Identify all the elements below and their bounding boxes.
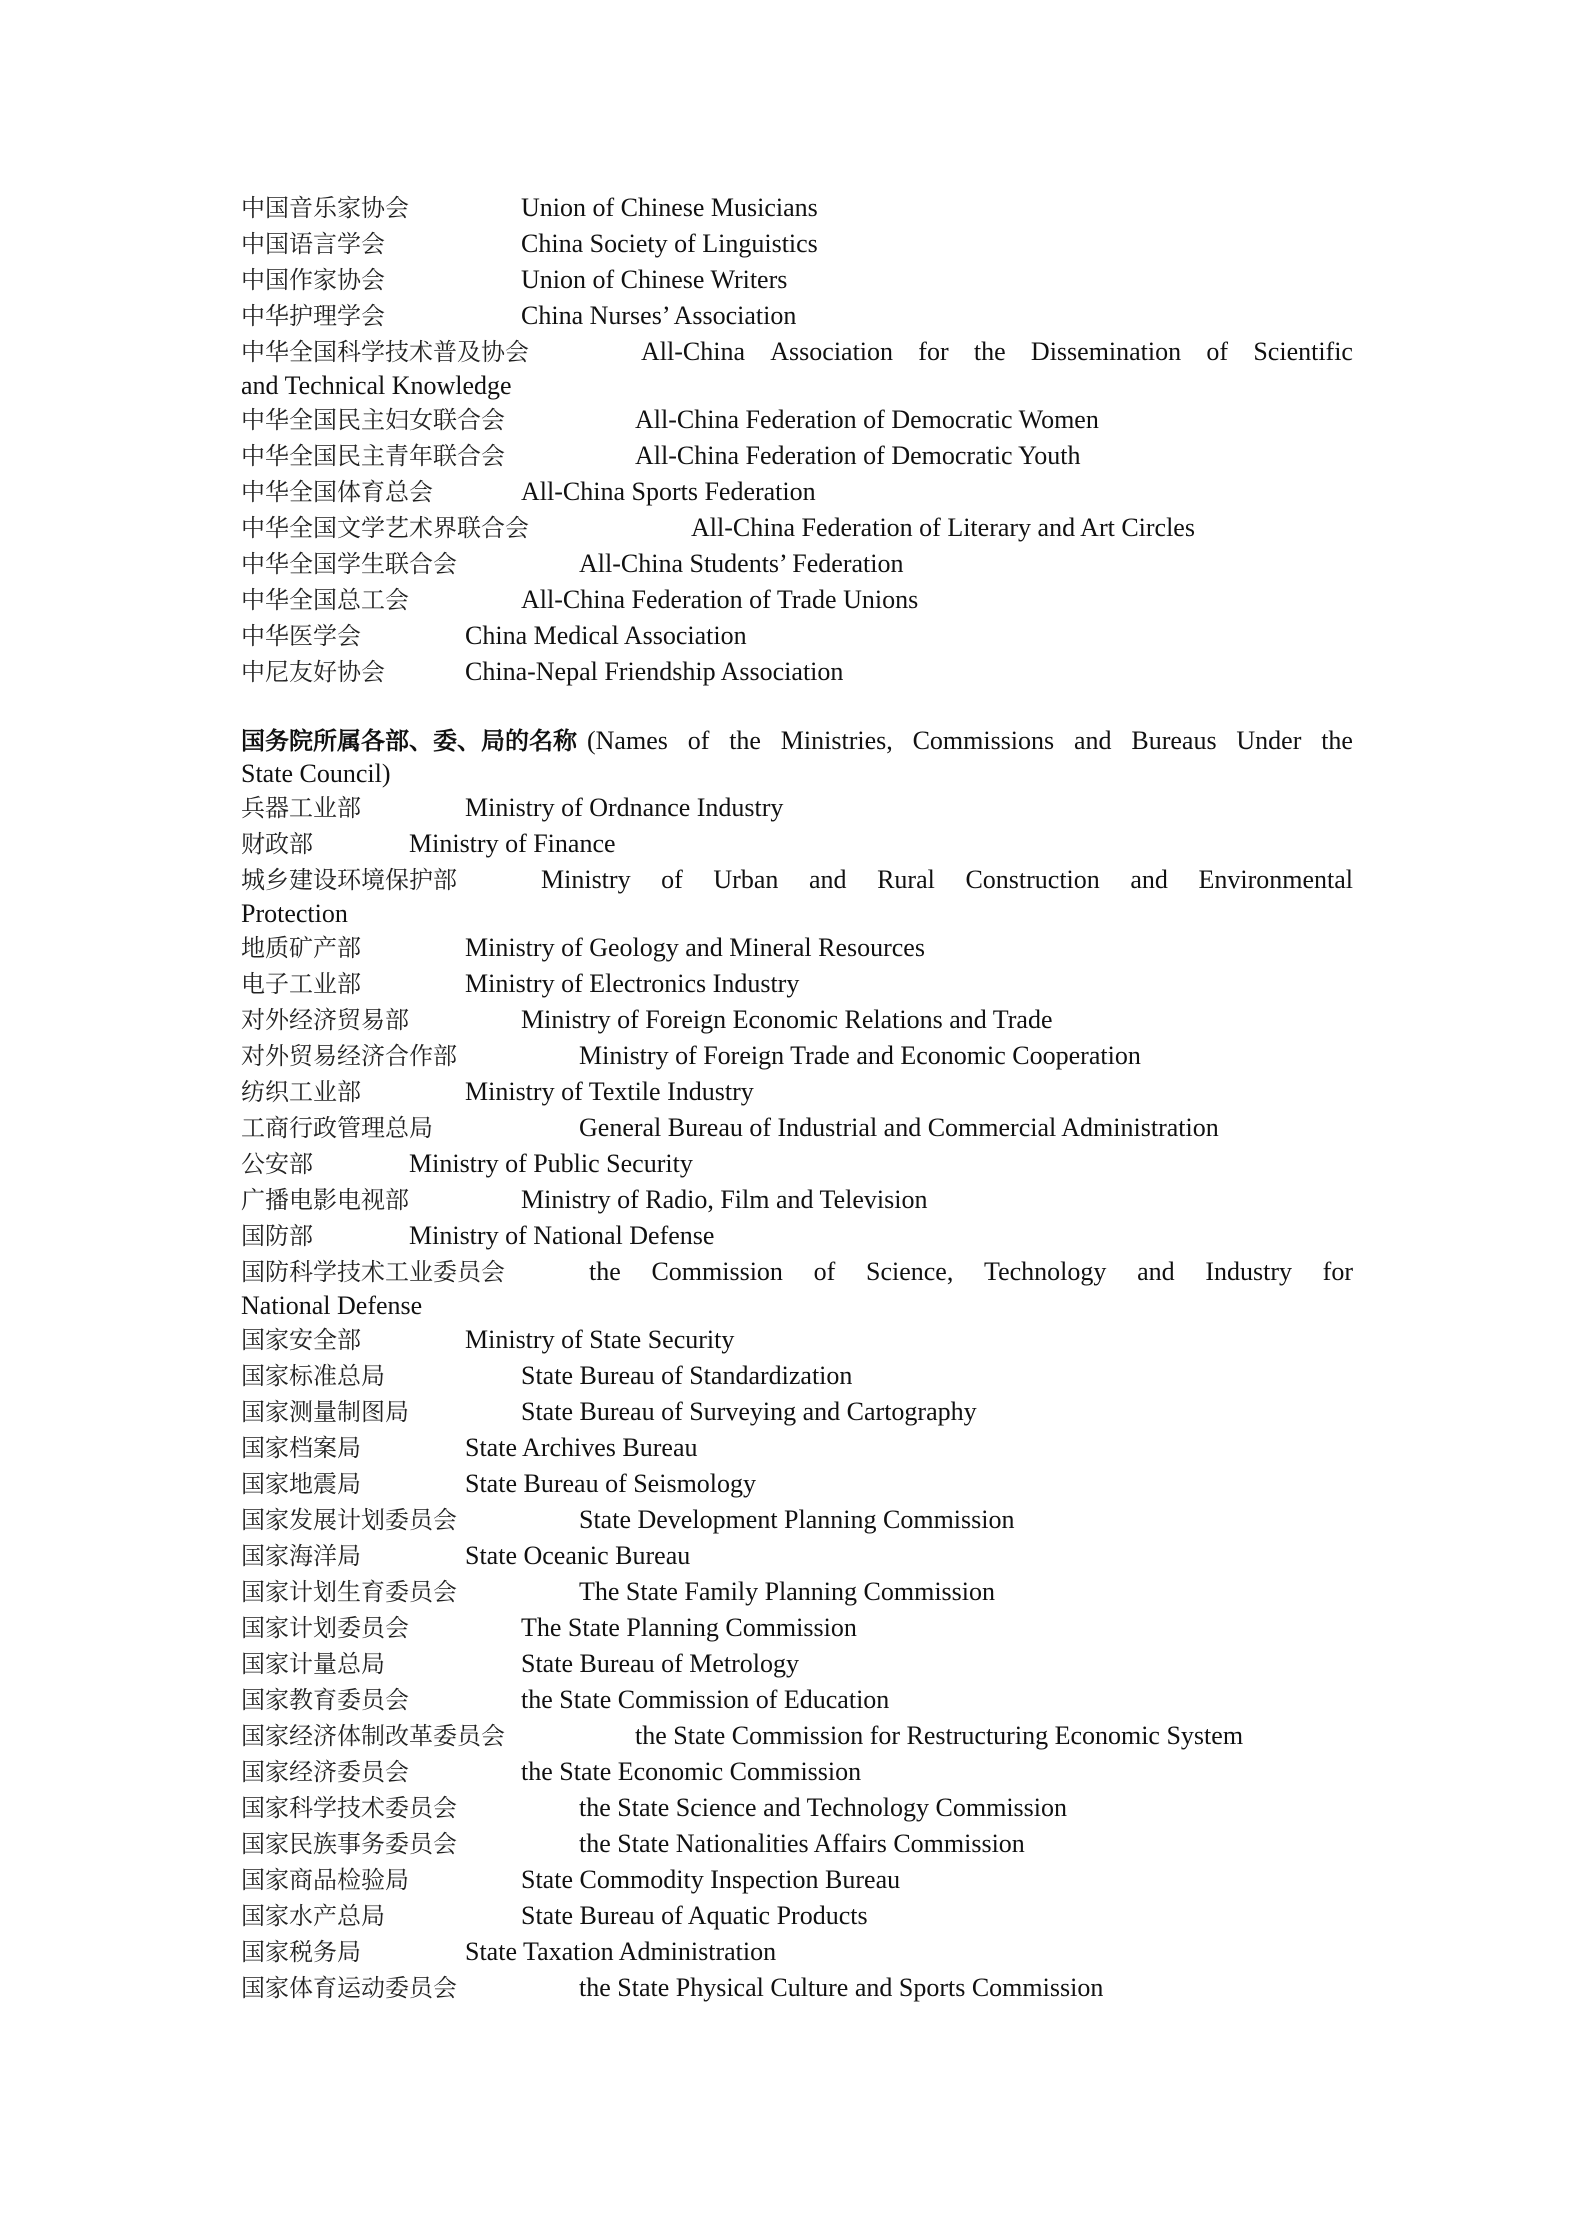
entry-english: Ministry of Foreign Trade and Economic Cooperation <box>579 1041 1141 1070</box>
entry-chinese: 国家体育运动委员会 <box>241 1974 457 2002</box>
entry-english: the State Physical Culture and Sports Commission <box>579 1973 1104 2002</box>
entry-chinese: 城乡建设环境保护部 <box>241 866 457 894</box>
entry-english: the State Science and Technology Commission <box>579 1793 1068 1822</box>
entry-chinese: 国家地震局 <box>241 1470 361 1498</box>
entry-chinese: 国家水产总局 <box>241 1902 385 1930</box>
word: the <box>589 1257 621 1286</box>
word: of <box>1206 337 1229 366</box>
word: Science, <box>865 1257 954 1286</box>
glossary-entry <box>241 1038 1353 1074</box>
glossary-entry <box>241 1718 1353 1754</box>
entry-english-continuation: and Technical Knowledge <box>241 371 512 400</box>
glossary-entry <box>241 1074 1353 1110</box>
entry-english: the State Nationalities Affairs Commission <box>579 1829 1025 1858</box>
word: and <box>1130 865 1168 894</box>
entry-chinese: 国家海洋局 <box>241 1542 361 1570</box>
word: Technology <box>984 1257 1107 1286</box>
entry-chinese: 中华护理学会 <box>241 302 385 330</box>
glossary-entry-wrapped <box>241 334 1353 370</box>
glossary-entry <box>241 1394 1353 1430</box>
word: for <box>1322 1257 1353 1286</box>
word: of <box>813 1257 836 1286</box>
entry-chinese: 国家科学技术委员会 <box>241 1794 457 1822</box>
word: Environmental <box>1198 865 1353 894</box>
entry-chinese: 国家计划生育委员会 <box>241 1578 457 1606</box>
entry-chinese: 中华全国总工会 <box>241 586 409 614</box>
glossary-section-ministries-a <box>241 790 1353 862</box>
glossary-entry <box>241 1110 1353 1146</box>
glossary-entry <box>241 930 1353 966</box>
section-heading-english <box>587 724 1353 758</box>
glossary-entry-wrapped <box>241 862 1353 898</box>
entry-english: Ministry of State Security <box>465 1325 735 1354</box>
glossary-entry <box>241 1826 1353 1862</box>
entry-chinese: 中华全国学生联合会 <box>241 550 457 578</box>
entry-english: Union of Chinese Writers <box>521 265 788 294</box>
entry-english: the State Commission for Restructuring Economic System <box>635 1721 1244 1750</box>
entry-chinese: 中华全国民主青年联合会 <box>241 442 505 470</box>
entry-english: All-China Federation of Democratic Youth <box>635 441 1081 470</box>
word: for <box>918 337 949 366</box>
entry-chinese: 对外贸易经济合作部 <box>241 1042 457 1070</box>
entry-english-continuation: Protection <box>241 899 348 928</box>
entry-chinese: 中华全国文学艺术界联合会 <box>241 514 529 542</box>
entry-english: China Nurses’ Association <box>521 301 797 330</box>
glossary-entry <box>241 1610 1353 1646</box>
word: (Names <box>587 726 668 755</box>
entry-english: China Medical Association <box>465 621 747 650</box>
entry-chinese: 纺织工业部 <box>241 1078 361 1106</box>
glossary-entry <box>241 790 1353 826</box>
word: Under <box>1236 726 1302 755</box>
entry-chinese: 工商行政管理总局 <box>241 1114 433 1142</box>
glossary-entry <box>241 298 1353 334</box>
entry-english: State Bureau of Seismology <box>465 1469 757 1498</box>
section-heading-chinese: 国务院所属各部、委、局的名称 <box>241 727 577 755</box>
glossary-entry <box>241 1502 1353 1538</box>
entry-english: State Taxation Administration <box>465 1937 777 1966</box>
glossary-entry <box>241 510 1353 546</box>
entry-english: All-China Federation of Trade Unions <box>521 585 919 614</box>
entry-english: Ministry of National Defense <box>409 1221 715 1250</box>
glossary-entry <box>241 1790 1353 1826</box>
entry-english: Union of Chinese Musicians <box>521 193 818 222</box>
entry-english: All-China Sports Federation <box>521 477 816 506</box>
entry-english: Ministry of Finance <box>409 829 616 858</box>
entry-english: State Archives Bureau <box>465 1433 698 1462</box>
word: the <box>729 726 761 755</box>
word: and <box>1137 1257 1175 1286</box>
glossary-entry <box>241 1146 1353 1182</box>
entry-chinese: 国家安全部 <box>241 1326 361 1354</box>
entry-english: State Bureau of Standardization <box>521 1361 853 1390</box>
entry-english: General Bureau of Industrial and Commercial Administration <box>579 1113 1219 1142</box>
word: All-China <box>641 337 745 366</box>
word: Dissemination <box>1030 337 1182 366</box>
word: of <box>661 865 683 894</box>
word: Ministry <box>541 865 631 894</box>
entry-english: China Society of Linguistics <box>521 229 818 258</box>
entry-english: State Development Planning Commission <box>579 1505 1015 1534</box>
word: the <box>973 337 1006 366</box>
glossary-entry <box>241 1934 1353 1970</box>
glossary-entry <box>241 226 1353 262</box>
section-heading-continuation: State Council) <box>241 759 391 788</box>
entry-chinese: 电子工业部 <box>241 970 361 998</box>
entry-english: All-China Students’ Federation <box>579 549 904 578</box>
entry-chinese: 国家民族事务委员会 <box>241 1830 457 1858</box>
glossary-entry <box>241 1538 1353 1574</box>
word: and <box>808 865 847 894</box>
glossary-entry <box>241 1862 1353 1898</box>
entry-chinese: 国家教育委员会 <box>241 1686 409 1714</box>
word: Association <box>770 337 894 366</box>
glossary-entry <box>241 826 1353 862</box>
entry-english: All-China Federation of Literary and Art Circles <box>691 513 1195 542</box>
entry-english: State Bureau of Metrology <box>521 1649 799 1678</box>
entry-chinese: 中国语言学会 <box>241 230 385 258</box>
entry-chinese: 对外经济贸易部 <box>241 1006 409 1034</box>
entry-english: State Bureau of Surveying and Cartography <box>521 1397 977 1426</box>
entry-chinese: 国家税务局 <box>241 1938 361 1966</box>
word: Scientific <box>1253 337 1353 366</box>
entry-english: the State Economic Commission <box>521 1757 862 1786</box>
entry-chinese: 国防科学技术工业委员会 <box>241 1258 505 1286</box>
glossary-entry <box>241 1358 1353 1394</box>
entry-english: State Bureau of Aquatic Products <box>521 1901 868 1930</box>
word: Urban <box>713 865 779 894</box>
word: and <box>1073 726 1112 755</box>
entry-english: State Commodity Inspection Bureau <box>521 1865 901 1894</box>
entry-english: Ministry of Electronics Industry <box>465 969 800 998</box>
glossary-entry <box>241 618 1353 654</box>
glossary-entry <box>241 1970 1353 2006</box>
glossary-entry <box>241 1218 1353 1254</box>
entry-chinese: 中国音乐家协会 <box>241 194 409 222</box>
entry-chinese: 国家经济委员会 <box>241 1758 409 1786</box>
entry-english: Ministry of Radio, Film and Television <box>521 1185 928 1214</box>
word: Rural <box>877 865 935 894</box>
entry-chinese: 兵器工业部 <box>241 794 361 822</box>
entry-chinese: 财政部 <box>241 830 313 858</box>
entry-english: the State Commission of Education <box>521 1685 890 1714</box>
entry-chinese: 国家测量制图局 <box>241 1398 409 1426</box>
word: the <box>1321 726 1353 755</box>
word: Commissions <box>912 726 1055 755</box>
glossary-entry <box>241 1182 1353 1218</box>
entry-english: Ministry of Public Security <box>409 1149 693 1178</box>
entry-english: The State Family Planning Commission <box>579 1577 995 1606</box>
entry-english: Ministry of Geology and Mineral Resources <box>465 933 925 962</box>
glossary-entry <box>241 582 1353 618</box>
entry-english: Ministry of Ordnance Industry <box>465 793 784 822</box>
glossary-section-organizations <box>241 190 1353 334</box>
entry-chinese: 国家商品检验局 <box>241 1866 409 1894</box>
entry-english: The State Planning Commission <box>521 1613 857 1642</box>
entry-chinese: 国家档案局 <box>241 1434 361 1462</box>
word: Bureaus <box>1131 726 1217 755</box>
entry-chinese: 公安部 <box>241 1150 313 1178</box>
glossary-entry <box>241 1682 1353 1718</box>
glossary-entry <box>241 654 1353 690</box>
glossary-section-ministries-c <box>241 1322 1353 2006</box>
glossary-entry <box>241 262 1353 298</box>
entry-chinese: 中华医学会 <box>241 622 361 650</box>
entry-chinese: 中国作家协会 <box>241 266 385 294</box>
glossary-entry <box>241 1898 1353 1934</box>
entry-chinese: 中尼友好协会 <box>241 658 385 686</box>
glossary-section-ministries-b <box>241 930 1353 1254</box>
glossary-entry <box>241 474 1353 510</box>
glossary-entry <box>241 546 1353 582</box>
glossary-entry <box>241 1322 1353 1358</box>
entry-chinese: 中华全国科学技术普及协会 <box>241 338 529 366</box>
word: of <box>687 726 710 755</box>
glossary-entry <box>241 1430 1353 1466</box>
entry-chinese: 国家计量总局 <box>241 1650 385 1678</box>
entry-english: Ministry of Textile Industry <box>465 1077 754 1106</box>
entry-english: China-Nepal Friendship Association <box>465 657 844 686</box>
glossary-entry-wrapped <box>241 1254 1353 1290</box>
word: Commission <box>651 1257 783 1286</box>
glossary-entry <box>241 1646 1353 1682</box>
entry-english: Ministry of Foreign Economic Relations and Trade <box>521 1005 1053 1034</box>
entry-chinese: 国家标准总局 <box>241 1362 385 1390</box>
entry-chinese: 国家计划委员会 <box>241 1614 409 1642</box>
glossary-entry <box>241 1466 1353 1502</box>
word: Ministries, <box>780 726 893 755</box>
entry-chinese: 国防部 <box>241 1222 313 1250</box>
entry-english <box>589 1254 1353 1290</box>
glossary-entry <box>241 438 1353 474</box>
glossary-entry <box>241 1002 1353 1038</box>
entry-english-continuation: National Defense <box>241 1291 423 1320</box>
glossary-entry <box>241 1754 1353 1790</box>
entry-english <box>641 334 1353 370</box>
entry-chinese: 中华全国体育总会 <box>241 478 433 506</box>
entry-english: State Oceanic Bureau <box>465 1541 691 1570</box>
word: Construction <box>965 865 1100 894</box>
entry-chinese: 地质矿产部 <box>241 934 361 962</box>
entry-chinese: 国家经济体制改革委员会 <box>241 1722 505 1750</box>
section-heading <box>241 724 1353 758</box>
glossary-section-organizations-cont <box>241 402 1353 690</box>
glossary-entry <box>241 966 1353 1002</box>
document-page <box>241 190 1353 2006</box>
entry-english <box>541 862 1353 898</box>
entry-english: All-China Federation of Democratic Women <box>635 405 1099 434</box>
glossary-entry <box>241 1574 1353 1610</box>
entry-chinese: 国家发展计划委员会 <box>241 1506 457 1534</box>
word: Industry <box>1205 1257 1292 1286</box>
entry-chinese: 中华全国民主妇女联合会 <box>241 406 505 434</box>
glossary-entry <box>241 402 1353 438</box>
entry-chinese: 广播电影电视部 <box>241 1186 409 1214</box>
glossary-entry <box>241 190 1353 226</box>
